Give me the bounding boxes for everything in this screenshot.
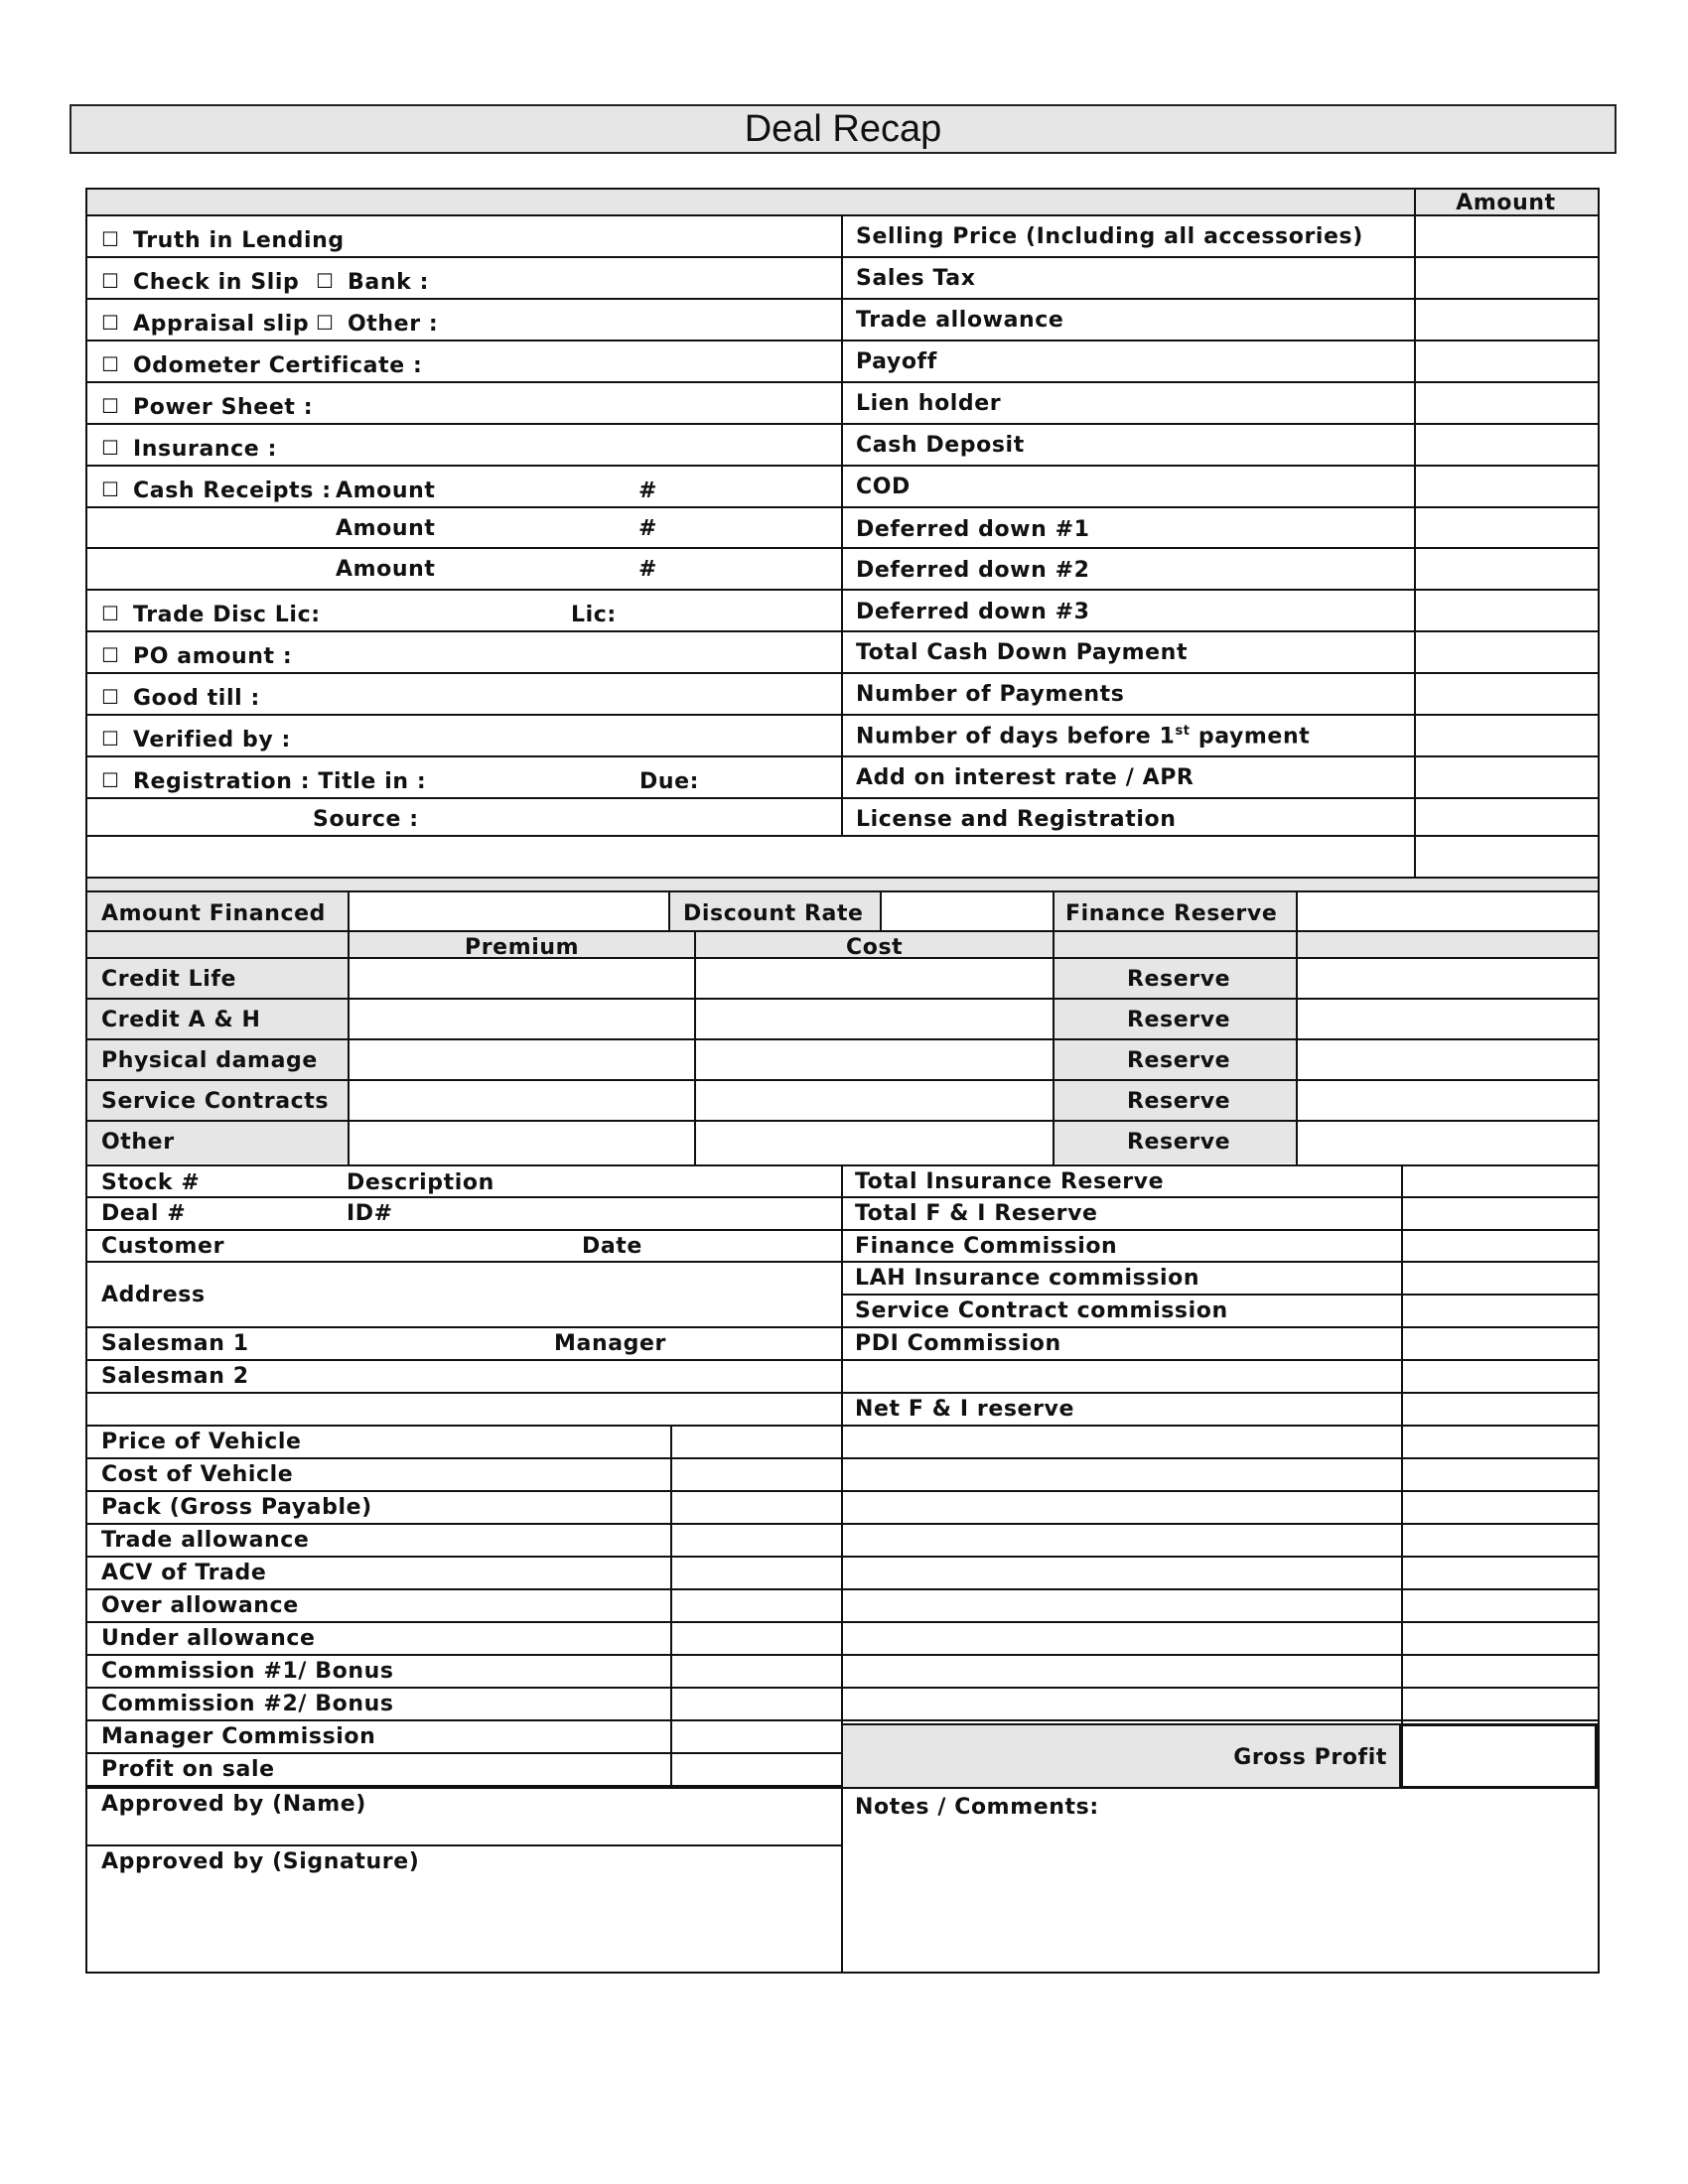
checkbox[interactable]: ☐ [101, 768, 119, 792]
top-right-label [856, 807, 1176, 832]
top-left-label: Verified by : [133, 728, 291, 752]
header-blank [87, 190, 1414, 216]
top-row [87, 799, 1598, 837]
top-right-label-text: Lien holder [856, 391, 1002, 416]
amount-input[interactable] [1416, 716, 1598, 755]
vehicle-row [87, 1590, 841, 1623]
gross-profit-value [1401, 1723, 1598, 1789]
top-left-label-2: Bank : [348, 270, 429, 295]
reserve-summary-label: Total Insurance Reserve [855, 1169, 1165, 1194]
top-row [87, 258, 1598, 300]
vehicle-row [87, 1689, 841, 1721]
finance-row [87, 959, 1598, 1000]
top-left-label: PO amount : [133, 644, 293, 669]
amount-header-cell [1414, 190, 1598, 216]
deal-row [87, 1198, 841, 1231]
reserve-summary-row [843, 1263, 1598, 1296]
blank-right-row [843, 1558, 1598, 1590]
vehicle-row-label: Cost of Vehicle [101, 1462, 294, 1487]
vehicle-amount-input[interactable] [670, 1427, 841, 1457]
top-left-label: Appraisal slip [133, 312, 310, 337]
premium-input[interactable] [350, 959, 694, 998]
reserve-label: Reserve [1127, 967, 1231, 992]
finance-section [87, 892, 1598, 1166]
top-row [87, 300, 1598, 341]
vehicle-amount-input[interactable] [670, 1525, 841, 1556]
amount-input[interactable] [1416, 467, 1598, 506]
salesman2-label: Salesman 2 [101, 1364, 249, 1389]
checkbox[interactable]: ☐ [101, 602, 119, 625]
blank-right-input[interactable] [1403, 1623, 1598, 1654]
gross-profit-box [843, 1723, 1401, 1789]
date-label: Date [582, 1234, 642, 1259]
top-row [87, 632, 1598, 674]
description-label: Description [347, 1170, 494, 1195]
salesman1-label: Salesman 1 [101, 1331, 249, 1356]
amount-input[interactable] [1416, 383, 1598, 423]
top-right-label-text: Sales Tax [856, 266, 976, 291]
reserve-label: Reserve [1127, 1048, 1231, 1073]
amount-financed-label: Amount Financed [101, 901, 327, 926]
top-row [87, 467, 1598, 508]
cost-input[interactable] [696, 1040, 1053, 1079]
top-left-label-2: Other : [348, 312, 439, 337]
cash-amount-label: Amount [336, 478, 436, 503]
top-left-label: Insurance : [133, 437, 277, 462]
cost-header: Cost [846, 935, 904, 960]
premium-input[interactable] [350, 1122, 694, 1162]
finance-row [87, 1040, 1598, 1081]
top-row [87, 425, 1598, 467]
top-right-label [856, 724, 1310, 749]
blank-right-row [843, 1656, 1598, 1689]
vehicle-row [87, 1492, 841, 1525]
blank-right-input[interactable] [1403, 1427, 1598, 1457]
blank-right-input[interactable] [1403, 1689, 1598, 1719]
reserve-summary-row [843, 1296, 1598, 1328]
top-right-label-text: Cash Deposit [856, 433, 1025, 458]
vehicle-amount-input[interactable] [670, 1558, 841, 1588]
top-right-label [856, 600, 1090, 624]
top-right-label-text: Number of days before 1 [856, 724, 1176, 750]
vehicle-row [87, 1656, 841, 1689]
top-left-label: Cash Receipts : [133, 478, 332, 503]
reserve-summary-label: PDI Commission [855, 1331, 1061, 1356]
vehicle-amount-input[interactable] [670, 1623, 841, 1654]
summary-amount-input[interactable] [1403, 1263, 1598, 1294]
stock-label: Stock # [101, 1170, 201, 1195]
reserve-summary-row [843, 1198, 1598, 1231]
id-label: ID# [347, 1201, 393, 1226]
reserve-summary-row [843, 1361, 1598, 1394]
top-row [87, 674, 1598, 716]
blank-right-input[interactable] [1403, 1558, 1598, 1588]
cash-number-label: # [638, 478, 658, 503]
reserve-summary-label: Service Contract commission [855, 1298, 1228, 1323]
top-right-label-text: COD [856, 475, 911, 499]
checkbox[interactable]: ☐ [316, 311, 334, 335]
customer-label: Customer [101, 1234, 225, 1259]
finance-reserve-label: Finance Reserve [1065, 901, 1278, 926]
address-label: Address [101, 1283, 206, 1307]
top-right-label [856, 266, 976, 291]
checkbox[interactable]: ☐ [316, 269, 334, 293]
vehicle-row [87, 1427, 841, 1459]
top-right-label-text: Total Cash Down Payment [856, 640, 1189, 665]
top-left-label: Truth in Lending [133, 228, 345, 253]
amount-input[interactable] [1416, 508, 1598, 547]
approved-name-label: Approved by (Name) [101, 1792, 366, 1817]
reserve-label: Reserve [1127, 1089, 1231, 1114]
blank-right-input[interactable] [1403, 1525, 1598, 1556]
cost-input[interactable] [696, 959, 1053, 998]
reserve-summary-label: LAH Insurance commission [855, 1266, 1200, 1291]
premium-header: Premium [465, 935, 580, 960]
reserve-input[interactable] [1298, 1081, 1598, 1120]
checkbox[interactable]: ☐ [101, 227, 119, 251]
vehicle-amount-input[interactable] [670, 1656, 841, 1687]
checkbox[interactable]: ☐ [101, 311, 119, 335]
blank-right-row [843, 1525, 1598, 1558]
top-left-label: Check in Slip [133, 270, 300, 295]
stock-row [87, 1166, 841, 1198]
finance-row [87, 1122, 1598, 1162]
blank-bottom-row [87, 1757, 841, 1789]
summary-amount-input[interactable] [1403, 1231, 1598, 1261]
blank-right-row [843, 1689, 1598, 1721]
premium-input[interactable] [350, 1000, 694, 1038]
blank-right-input[interactable] [1403, 1656, 1598, 1687]
cost-input[interactable] [696, 1081, 1053, 1120]
blank-left-row [87, 1394, 841, 1427]
checkbox[interactable]: ☐ [101, 269, 119, 293]
approved-signature-label: Approved by (Signature) [101, 1849, 420, 1874]
blank-right-row [843, 1427, 1598, 1459]
top-right-label [856, 349, 937, 374]
top-right-label-text: Payoff [856, 349, 937, 374]
vehicle-row-label: Commission #1/ Bonus [101, 1659, 394, 1684]
finance-row [87, 1081, 1598, 1122]
vehicle-row [87, 1558, 841, 1590]
blank-right-row [843, 1459, 1598, 1492]
checkbox[interactable]: ☐ [101, 727, 119, 751]
top-left-label: Odometer Certificate : [133, 353, 423, 378]
finance-row-label: Credit Life [101, 967, 237, 992]
top-left-label-2: Due: [639, 769, 700, 794]
notes-label: Notes / Comments: [855, 1795, 1099, 1820]
vehicle-row-label: Manager Commission [101, 1724, 376, 1749]
top-right-label [856, 475, 911, 499]
vehicle-row-label: Profit on sale [101, 1757, 275, 1782]
cash-number-label: # [638, 557, 658, 582]
top-right-label-text: Selling Price (Including all accessories) [856, 224, 1363, 249]
reserve-summary-row [843, 1394, 1598, 1427]
top-right-label [856, 433, 1025, 458]
summary-amount-input[interactable] [1403, 1166, 1598, 1196]
customer-row [87, 1231, 841, 1263]
finance-row-label: Credit A & H [101, 1008, 261, 1032]
top-row [87, 549, 1598, 591]
amount-input[interactable] [1416, 341, 1598, 381]
blank-right-row [843, 1492, 1598, 1525]
top-left-label: Trade Disc Lic: [133, 603, 321, 627]
blank-right-row [843, 1623, 1598, 1656]
amount-input[interactable] [1416, 591, 1598, 630]
deal-recap-form [85, 188, 1600, 1974]
summary-amount-input[interactable] [1403, 1296, 1598, 1326]
vehicle-row-label: ACV of Trade [101, 1561, 267, 1585]
amount-input[interactable] [1416, 632, 1598, 672]
discount-rate-label: Discount Rate [683, 901, 864, 926]
top-right-label [856, 224, 1363, 249]
finance-row-label: Physical damage [101, 1048, 318, 1073]
summary-amount-input[interactable] [1403, 1361, 1598, 1392]
source-label: Source : [313, 807, 419, 832]
vehicle-row [87, 1525, 841, 1558]
separator-bar [87, 879, 1598, 892]
blank-right-row [843, 1590, 1598, 1623]
amount-header: Amount [1456, 191, 1556, 215]
summary-amount-input[interactable] [1403, 1198, 1598, 1229]
premium-input[interactable] [350, 1040, 694, 1079]
premium-input[interactable] [350, 1081, 694, 1120]
notes-area [843, 1789, 1598, 1972]
salesman2-row [87, 1361, 841, 1394]
summary-amount-input[interactable] [1403, 1394, 1598, 1425]
top-row [87, 341, 1598, 383]
manager-label: Manager [554, 1331, 666, 1356]
reserve-input[interactable] [1298, 1000, 1598, 1038]
address-row [87, 1263, 841, 1328]
top-row [87, 216, 1598, 258]
reserve-summary-label: Net F & I reserve [855, 1397, 1074, 1422]
vehicle-row [87, 1623, 841, 1656]
vehicle-amount-input[interactable] [670, 1459, 841, 1490]
top-row [87, 591, 1598, 632]
summary-amount-input[interactable] [1403, 1328, 1598, 1359]
checkbox[interactable]: ☐ [101, 478, 119, 501]
top-right-label [856, 391, 1001, 416]
checkbox[interactable]: ☐ [101, 685, 119, 709]
approved-name-row [87, 1789, 841, 1846]
top-section [87, 190, 1598, 879]
reserve-summary-label: Total F & I Reserve [855, 1201, 1098, 1226]
top-right-label-text: Deferred down #1 [856, 517, 1090, 542]
vehicle-row [87, 1721, 841, 1754]
amount-input[interactable] [1416, 799, 1598, 835]
top-right-label-text: Deferred down #2 [856, 558, 1090, 583]
amount-input[interactable] [1416, 258, 1598, 298]
days-suffix: payment [1190, 724, 1311, 750]
amount-input[interactable] [1416, 549, 1598, 589]
vehicle-row-label: Commission #2/ Bonus [101, 1692, 394, 1716]
gross-profit-label: Gross Profit [1233, 1745, 1387, 1770]
reserve-summary-row [843, 1166, 1598, 1198]
finance-row-label: Other [101, 1130, 175, 1155]
amount-input[interactable] [1416, 300, 1598, 340]
top-right-label [856, 765, 1194, 790]
vehicle-amount-input[interactable] [670, 1689, 841, 1719]
top-right-label [856, 682, 1124, 707]
cost-input[interactable] [696, 1122, 1053, 1162]
finance-row [87, 1000, 1598, 1040]
top-left-label: Good till : [133, 686, 260, 711]
amount-input[interactable] [1416, 757, 1598, 797]
checkbox[interactable]: ☐ [101, 394, 119, 418]
checkbox[interactable]: ☐ [101, 643, 119, 667]
top-row [87, 383, 1598, 425]
top-blank-row [87, 837, 1598, 879]
superscript: st [1175, 724, 1191, 739]
reserve-summary-label: Finance Commission [855, 1234, 1118, 1259]
top-right-label [856, 558, 1090, 583]
reserve-input[interactable] [1298, 959, 1598, 998]
top-left-label: Registration : Title in : [133, 769, 427, 794]
deal-label: Deal # [101, 1201, 187, 1226]
amount-input[interactable] [1416, 216, 1598, 256]
top-right-label-text: Deferred down #3 [856, 600, 1090, 624]
vehicle-row-label: Trade allowance [101, 1528, 310, 1553]
top-row [87, 508, 1598, 549]
top-left-label: Power Sheet : [133, 395, 314, 420]
checkbox[interactable]: ☐ [101, 436, 119, 460]
reserve-input[interactable] [1298, 1122, 1598, 1162]
vehicle-row-label: Under allowance [101, 1626, 316, 1651]
vehicle-row [87, 1459, 841, 1492]
top-row [87, 757, 1598, 799]
blank-right-input[interactable] [1403, 1459, 1598, 1490]
cash-number-label: # [638, 516, 658, 541]
amount-input[interactable] [1416, 674, 1598, 714]
reserve-summary-row [843, 1231, 1598, 1263]
reserve-label: Reserve [1127, 1008, 1231, 1032]
blank-right-input[interactable] [1403, 1492, 1598, 1523]
finance-row-label: Service Contracts [101, 1089, 330, 1114]
amount-input[interactable] [1416, 425, 1598, 465]
top-right-label [856, 308, 1063, 333]
blank-right-input[interactable] [1403, 1590, 1598, 1621]
salesman1-row [87, 1328, 841, 1361]
approved-signature-row [87, 1846, 841, 1972]
reserve-input[interactable] [1298, 1040, 1598, 1079]
top-right-label-text: Trade allowance [856, 308, 1064, 333]
cash-amount-label: Amount [336, 516, 436, 541]
reserve-label: Reserve [1127, 1130, 1231, 1155]
vehicle-amount-input[interactable] [670, 1721, 841, 1752]
top-right-label-text: License and Registration [856, 807, 1177, 832]
page-title: Deal Recap [70, 104, 1617, 154]
vehicle-amount-input[interactable] [670, 1492, 841, 1523]
reserve-summary-row [843, 1328, 1598, 1361]
vehicle-row-label: Over allowance [101, 1593, 299, 1618]
deal-section [87, 1166, 1598, 1972]
top-left-label-2: Lic: [571, 603, 617, 627]
top-right-label-text: Add on interest rate / APR [856, 765, 1195, 790]
top-right-label-text: Number of Payments [856, 682, 1125, 707]
top-right-label [856, 517, 1090, 542]
top-row [87, 716, 1598, 757]
vehicle-row-label: Pack (Gross Payable) [101, 1495, 372, 1520]
vehicle-row-label: Price of Vehicle [101, 1430, 302, 1454]
cost-input[interactable] [696, 1000, 1053, 1038]
checkbox[interactable]: ☐ [101, 352, 119, 376]
top-right-label [856, 640, 1188, 665]
cash-amount-label: Amount [336, 557, 436, 582]
vehicle-amount-input[interactable] [670, 1590, 841, 1621]
